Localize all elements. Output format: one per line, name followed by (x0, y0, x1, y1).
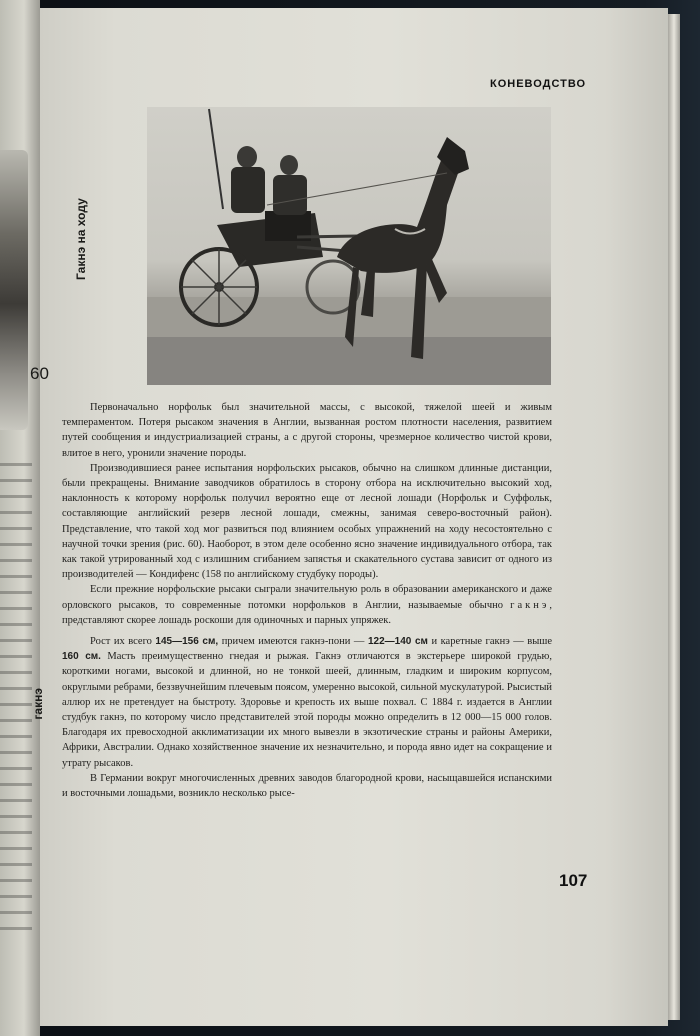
section-side-label: гакнэ (31, 688, 45, 720)
hackney-height-range: 145—156 см, (155, 636, 219, 648)
left-photo-fragment (0, 150, 28, 430)
hackney-carriage-text: и каретные гакнэ — выше (431, 636, 553, 648)
paragraph-hackney-intro-end: , представляют скорее лошадь роскоши для одиночных и парных упряжек. (62, 599, 552, 626)
left-page-edge (0, 0, 40, 1036)
hackney-ponies-text: причем имеются гакнэ-пони — (221, 636, 365, 648)
paragraph-hackney-intro-text: Если прежние норфольские рысаки сыграли значительную роль в образовании американского и даже орловского рысаков, то современные потомки норфольков в Англии, называемые обычно (62, 584, 552, 611)
paragraph-trials: Производившиеся ранее испытания норфольских рысаков, обычно на слишком длинные дистанции, были прекращены. Внимание заводчиков обратилось в сторону отбора на исключительно высокий ход, наклонность к которому норфольк получил вероятно еще от лесной лошади (Норфольк и Суффольк, составляющие английский резерв лесной лошади, смежны, занимая северо-восточный район). Представление, что такой ход мог развиться под влиянием особых упражнений на ходу несостоятельно с научной точки зрения (рис. 60). Наоборот, в этом деле особенно ясно значение индивидуального отбора, так как такой утрированный ход с излишним сгибанием запястья и скакательного сустава зависит от одного из производителей — Кондифенс (158 по английскому студбуку породы). (62, 462, 552, 581)
horse-carriage-illustration (147, 107, 551, 385)
hackney-carriage-height: 160 см. (62, 651, 101, 663)
page-edge (668, 14, 680, 1020)
hackney-pony-height: 122—140 см (367, 636, 428, 648)
paragraph-hackney-intro (62, 582, 552, 628)
running-head: КОНЕВОДСТВО (490, 78, 587, 90)
figure-number: 60 (30, 364, 49, 383)
figure-caption: Гакнэ на ходу (74, 198, 88, 280)
paragraph-norfolk-origin: Первоначально норфольк был значительной массы, с высокой, тяжелой шеей и живым темпераментом. Потеря рысаком значения в Англии, вызванная ростом плотности населения, развитием путей сообщения и индустриализацией страны, а с другой стороны, чрезмерное количество чистой крови, влитое в него, уронили значение породы. (62, 402, 552, 459)
term-hackney: гакнэ (510, 599, 550, 611)
hackney-height-intro: Рост их всего (90, 636, 152, 648)
paragraph-hackney-description (62, 634, 552, 771)
hackney-description-rest: Масть преимущественно гнедая и рыжая. Гакнэ отличаются в экстерьере широкой грудью, короткими ногами, высокой и длинной, но не тонкой шеей, длинным, гладким и широким корпусом, округлыми ребрами, беззвучнейшим плечевым поясом, умеренно высокой, сильной мускулатурой. Рысистый аллюр их не претендует на быстроту. Здоровье и крепость их выше похвал. С 1884 г. издается в Англии студбук гакнэ, по которому число представителей этой породы можно определить в 12 000—15 000 голов. Благодаря их превосходной акклиматизации их много вывезли в экзотические страны и районы Америки, Африки, Австралии. Однако хозяйственное значение их незначительно, и порода явно идет на сокращение и утрату рысаков. (62, 651, 553, 769)
page-body-text (62, 400, 552, 801)
page-number: 107 (559, 871, 588, 890)
horse-carriage-photo (147, 107, 551, 385)
paragraph-germany: В Германии вокруг многочисленных древних заводов благородной крови, насыщавшейся испанскими и восточными лошадьми, возникло несколько рысе- (62, 772, 552, 800)
